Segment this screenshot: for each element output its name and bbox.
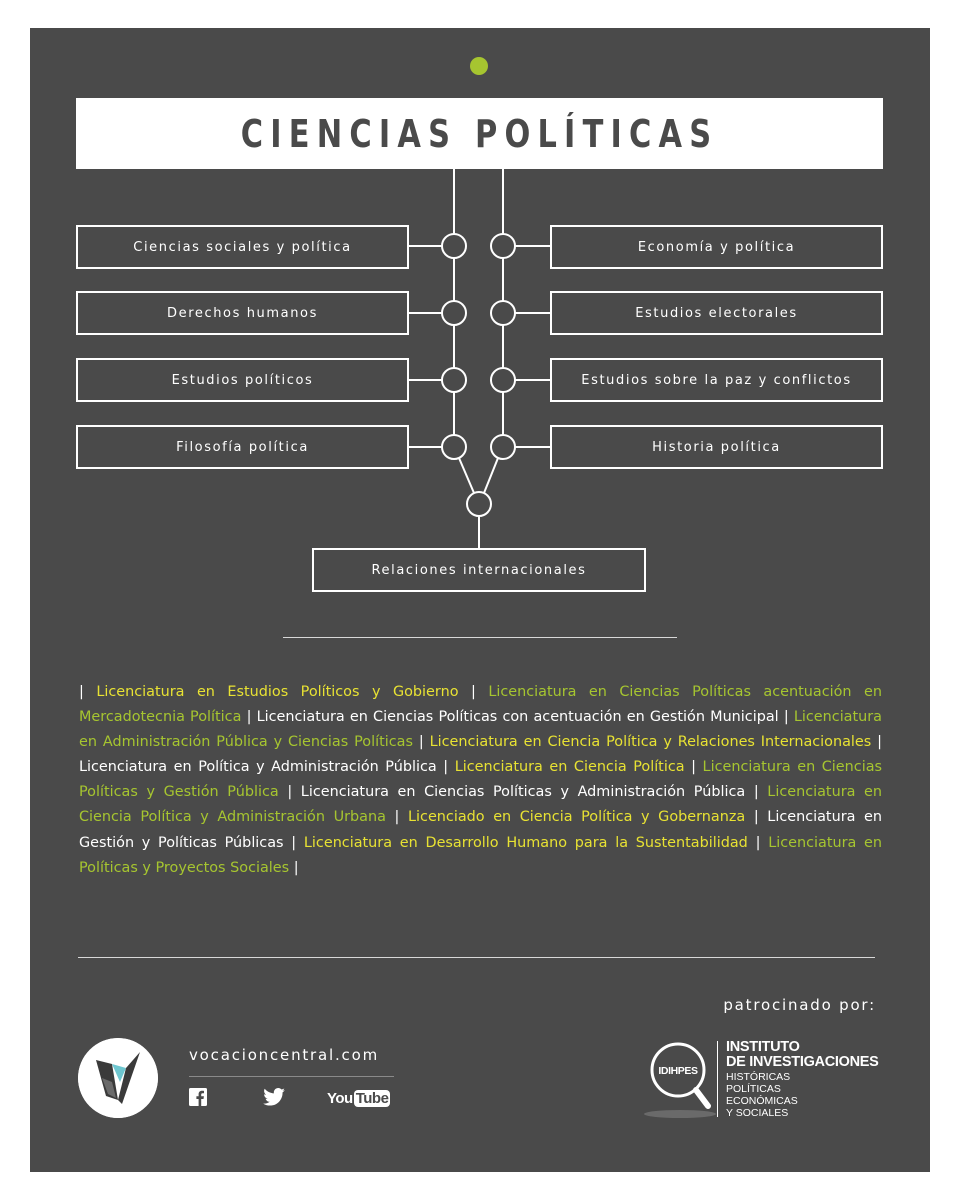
node-right-1	[491, 234, 515, 258]
page-title: CIENCIAS POLÍTICAS	[240, 111, 719, 156]
branch-left-4: Filosofía política	[76, 425, 409, 469]
website-link[interactable]: vocacioncentral.com	[189, 1046, 379, 1064]
node-left-1	[442, 234, 466, 258]
divider-bottom	[78, 957, 875, 958]
degree-item: Licenciatura en Ciencias Políticas y Administración Pública	[300, 784, 746, 801]
node-left-2	[442, 301, 466, 325]
social-divider	[189, 1076, 394, 1077]
branch-left-1: Ciencias sociales y política	[76, 225, 409, 269]
branch-right-3: Estudios sobre la paz y conflictos	[550, 358, 883, 402]
node-right-4	[491, 435, 515, 459]
youtube-you-text: You	[327, 1090, 353, 1107]
degree-separator: |	[394, 809, 400, 826]
degree-separator: |	[755, 834, 761, 851]
degree-item: Licenciatura en Ciencia Política y Relaciones Internacionales	[429, 734, 872, 751]
degree-separator: |	[470, 684, 476, 700]
degree-separator: |	[418, 734, 424, 751]
facebook-icon[interactable]	[189, 1088, 207, 1106]
degree-item: Licenciatura en Administración Pública y Ciencias Políticas	[79, 709, 883, 751]
sponsor-sub-line-4: Y SOCIALES	[726, 1107, 789, 1119]
degree-separator: |	[877, 734, 883, 751]
degree-separator: |	[293, 859, 299, 876]
degree-item: Licenciatura en Política y Administración Pública	[79, 759, 437, 776]
sponsor-name-line-1: INSTITUTO	[726, 1039, 800, 1055]
degree-list	[79, 680, 882, 881]
degree-item: Licenciatura en Ciencias Políticas con acentuación en Gestión Municipal	[256, 709, 779, 726]
sponsor-subtitle	[726, 1071, 798, 1119]
idihpes-logo[interactable]	[642, 1034, 732, 1124]
vocacion-central-logo[interactable]	[78, 1038, 158, 1118]
merge-left	[459, 458, 474, 493]
degree-item: Licenciado en Ciencia Política y Gobernanza	[408, 809, 746, 826]
sponsor-name	[726, 1040, 879, 1070]
youtube-icon[interactable]	[327, 1090, 390, 1107]
degree-item: Licenciatura en Ciencias Políticas y Gestión Pública	[79, 759, 883, 801]
degree-separator: |	[79, 684, 84, 700]
degree-item: Licenciatura en Gestión y Políticas Públicas	[79, 809, 883, 851]
branch-right-1: Economía y política	[550, 225, 883, 269]
twitter-icon[interactable]	[263, 1088, 285, 1106]
degree-separator: |	[753, 784, 759, 801]
sponsor-name-line-2: DE INVESTIGACIONES	[726, 1054, 879, 1070]
degree-separator: |	[287, 784, 293, 801]
degree-item: Licenciatura en Desarrollo Humano para la Sustentabilidad	[303, 834, 748, 851]
degree-separator: |	[783, 709, 789, 726]
degree-item: Licenciatura en Ciencia Política y Administración Urbana	[79, 784, 883, 826]
sponsor-label: patrocinado por:	[723, 996, 876, 1014]
branch-right-2: Estudios electorales	[550, 291, 883, 335]
degree-item: Licenciatura en Políticas y Proyectos Sociales	[79, 834, 883, 876]
degree-item: Licenciatura en Ciencia Política	[454, 759, 685, 776]
youtube-tube-text: Tube	[355, 1090, 389, 1107]
node-right-2	[491, 301, 515, 325]
degree-separator: |	[753, 809, 759, 826]
sponsor-divider	[717, 1041, 718, 1117]
node-root	[467, 492, 491, 516]
branch-right-4: Historia política	[550, 425, 883, 469]
degree-item: Licenciatura en Estudios Políticos y Gobierno	[96, 684, 459, 700]
branch-left-2: Derechos humanos	[76, 291, 409, 335]
degree-separator: |	[291, 834, 297, 851]
root-box: Relaciones internacionales	[312, 548, 646, 592]
divider-top	[283, 637, 677, 638]
idihpes-acronym: IDIHPES	[658, 1065, 698, 1077]
node-right-3	[491, 368, 515, 392]
degree-item: Licenciatura en Ciencias Políticas acentuación en Mercadotecnia Política	[79, 684, 882, 726]
sponsor-sub-line-2: POLÍTICAS	[726, 1083, 781, 1095]
sponsor-sub-line-3: ECONÓMICAS	[726, 1095, 798, 1107]
branch-left-3: Estudios políticos	[76, 358, 409, 402]
node-left-3	[442, 368, 466, 392]
merge-right	[484, 458, 498, 493]
node-left-4	[442, 435, 466, 459]
degree-separator: |	[691, 759, 696, 776]
degree-separator: |	[443, 759, 449, 776]
sponsor-sub-line-1: HISTÓRICAS	[726, 1071, 791, 1083]
degree-separator: |	[246, 709, 252, 726]
